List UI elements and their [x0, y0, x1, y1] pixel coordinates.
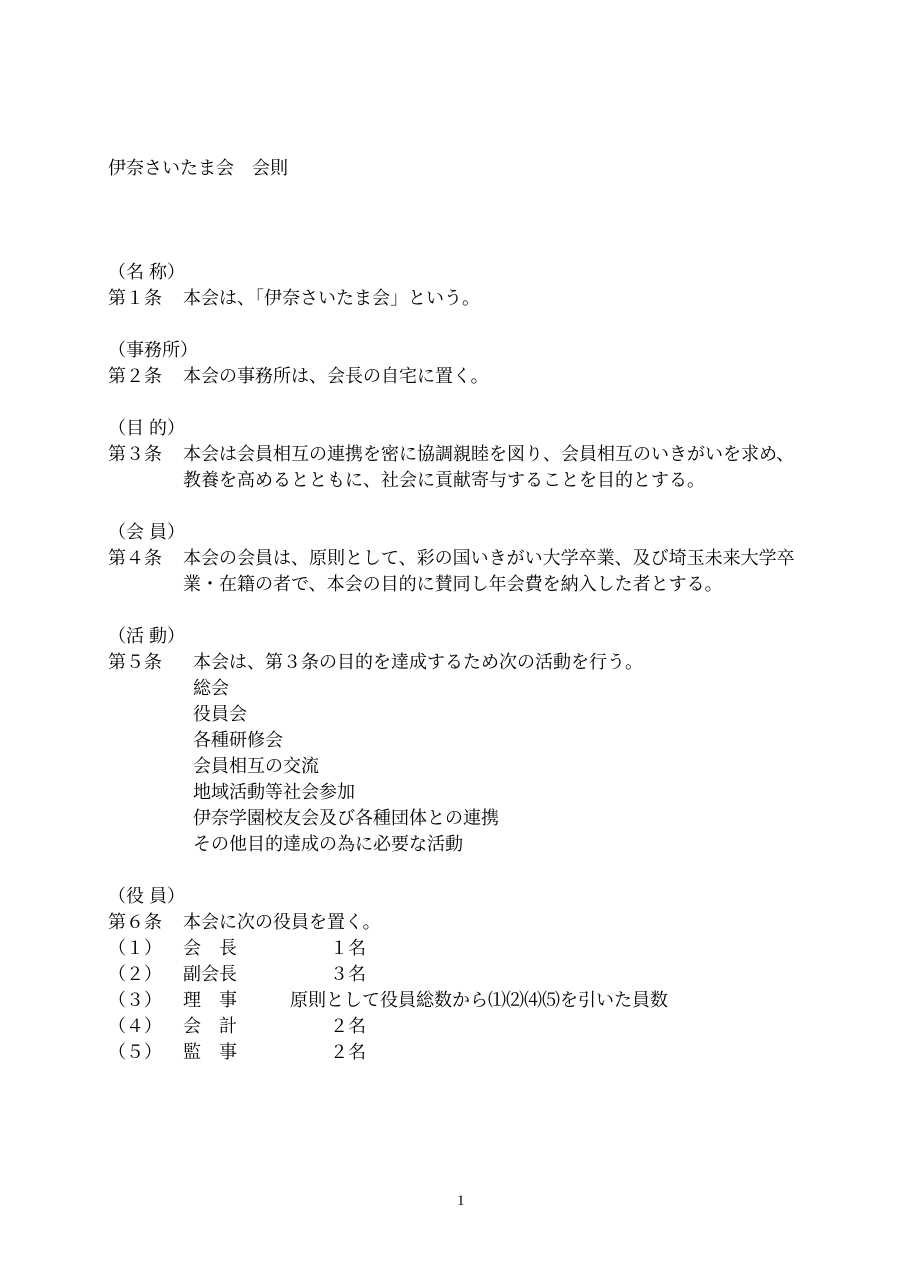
- article-label: 第１条: [108, 288, 162, 308]
- officer-count: ２名: [330, 1016, 366, 1036]
- article-text: 本会の事務所は、会長の自宅に置く。: [183, 366, 489, 386]
- officer-count: ２名: [330, 1042, 366, 1062]
- activity-text: その他目的達成の為に必要な活動: [193, 834, 463, 854]
- spacer: [108, 181, 888, 259]
- article-line: [108, 441, 888, 467]
- activity-item: [108, 701, 888, 727]
- activity-item: [108, 727, 888, 753]
- article-label: 第２条: [108, 366, 162, 386]
- article-heading: （目 的）: [108, 418, 186, 438]
- article-label: 第５条: [108, 652, 162, 672]
- spacer: [108, 389, 888, 415]
- officer-role: 副会長: [183, 964, 237, 984]
- article-heading: （活 動）: [108, 626, 186, 646]
- officer-role: 理 事: [183, 990, 237, 1010]
- officer-row: [108, 1039, 888, 1065]
- article-line: [108, 909, 888, 935]
- officer-role: 会 長: [183, 938, 237, 958]
- article-line: [108, 285, 888, 311]
- article-line: [108, 467, 888, 493]
- officer-number: （２）: [108, 964, 162, 984]
- officer-number: （１）: [108, 938, 162, 958]
- spacer: [108, 493, 888, 519]
- article-label: 第６条: [108, 912, 162, 932]
- spacer: [108, 857, 888, 883]
- article-text: 本会は、「伊奈さいたま会」という。: [183, 288, 480, 308]
- officer-role: 監 事: [183, 1042, 237, 1062]
- activity-item: [108, 753, 888, 779]
- article-text: 教養を高めるとともに、社会に貢献寄与することを目的とする。: [183, 470, 705, 490]
- officer-count: １名: [330, 938, 366, 958]
- activity-text: 伊奈学園校友会及び各種団体との連携: [193, 808, 499, 828]
- article-text: 本会の会員は、原則として、彩の国いきがい大学卒業、及び埼玉未来大学卒: [183, 548, 795, 568]
- activity-item: [108, 805, 888, 831]
- spacer: [108, 597, 888, 623]
- document-body: [108, 155, 888, 1065]
- officer-row: [108, 935, 888, 961]
- activity-text: 総会: [193, 678, 229, 698]
- article-heading: （会 員）: [108, 522, 186, 542]
- officer-number: （５）: [108, 1042, 162, 1062]
- article-label: 第３条: [108, 444, 162, 464]
- article-heading: （名 称）: [108, 262, 186, 282]
- page-number: 1: [457, 1193, 465, 1209]
- activity-item: [108, 779, 888, 805]
- article-label: 第４条: [108, 548, 162, 568]
- officer-count: ３名: [330, 964, 366, 984]
- article-text: 本会は、第３条の目的を達成するため次の活動を行う。: [193, 652, 643, 672]
- activity-text: 地域活動等社会参加: [193, 782, 355, 802]
- article-line: [108, 363, 888, 389]
- activity-text: 役員会: [193, 704, 247, 724]
- spacer: [108, 311, 888, 337]
- article-heading: （役 員）: [108, 886, 186, 906]
- article-heading: （事務所）: [108, 340, 198, 360]
- article-line: [108, 571, 888, 597]
- activity-item: [108, 675, 888, 701]
- officer-number: （４）: [108, 1016, 162, 1036]
- article-line: [108, 545, 888, 571]
- activity-item: [108, 831, 888, 857]
- officer-role: 会 計: [183, 1016, 237, 1036]
- article-text: 本会は会員相互の連携を密に協調親睦を図り、会員相互のいきがいを求め、: [183, 444, 795, 464]
- article-text: 業・在籍の者で、本会の目的に賛同し年会費を納入した者とする。: [183, 574, 723, 594]
- officer-row: [108, 1013, 888, 1039]
- article-line: [108, 649, 888, 675]
- article-text: 本会に次の役員を置く。: [183, 912, 381, 932]
- officer-count: 原則として役員総数から⑴⑵⑷⑸を引いた員数: [290, 990, 668, 1010]
- officer-row: [108, 961, 888, 987]
- activity-text: 各種研修会: [193, 730, 283, 750]
- activity-text: 会員相互の交流: [193, 756, 319, 776]
- officer-number: （３）: [108, 990, 162, 1010]
- document-title: 伊奈さいたま会 会則: [108, 158, 288, 178]
- officer-row: [108, 987, 888, 1013]
